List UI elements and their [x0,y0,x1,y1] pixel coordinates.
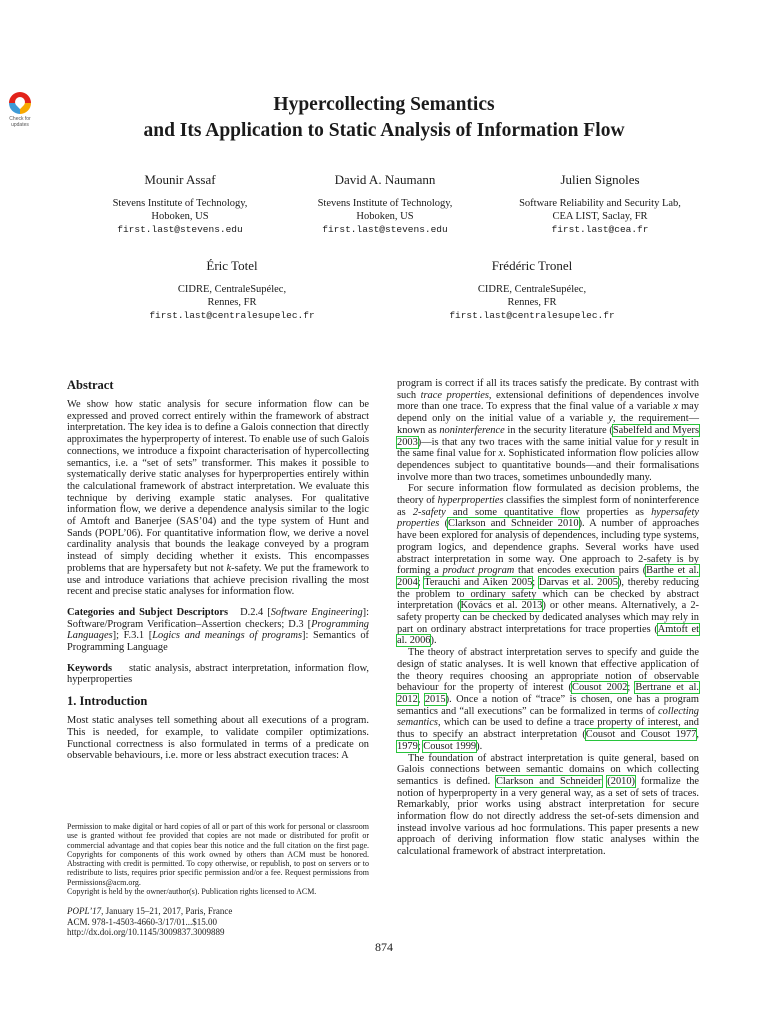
categories: Categories and Subject Descriptors D.2.4 [Software Engineering]: Software/Program Verification–Assertion checkers; D.3 [Programming Languages]; F.3.1 [Logics and meanings of programs]: Semantics of Programming Language [67,606,370,654]
paragraph: program is correct if all its traces satisfy the predicate. By contrast with such trace properties, extensional definitions of dependences involve more than one trace. To express that the final value of a variable x may depend only on the initial value of a variable y, the requirement—known as noninterference in the security literature (Sabelfeld and Myers 2003)—is that any two traces with the same initial value for y result in the same final value for x. Sophisticated information flow policies allow dependences subject to quantitative bounds—and their formalisations involve more than two traces, sometimes unboundedly many. [397,378,700,483]
author-name: Frédéric Tronel [491,258,573,273]
citation-link[interactable]: Barthe et al. 2004 [397,565,699,588]
author-affiliation: CIDRE, CentraleSupélec, [477,284,587,295]
conference-line: POPL’17, January 15–21, 2017, Paris, France [67,906,233,916]
permission-footnote: Permission to make digital or hard copies of all or part of this work for personal or classroom use is granted without fee provided that copies are not made or distributed for profit or commercial advantage and that copies bear this notice and the full citation on the first page. Copyrights for components of this work owned by others than ACM must be honored. Abstracting with credit is permitted. To copy otherwise, or republish, to post on servers or to redistribute to lists, requires prior specific permission and/or a fee. Request permissions from Permissions@acm.org. Copyright is held by the owner/author(s). Publication rights licensed to ACM. [67,822,369,897]
author-email[interactable]: first.last@cea.fr [551,224,649,235]
citation-link[interactable]: Cousot and Cousot 1977 [585,729,697,741]
author-email[interactable]: first.last@centralesupelec.fr [449,310,615,321]
author-affiliation: Hoboken, US [151,211,209,222]
citation-link[interactable]: Sabelfeld and Myers 2003 [397,424,699,448]
paragraph: For secure information flow formulated as decision problems, the theory of hyperproperties classifies the simplest form of noninterference as 2-safety and some quantitative flow properties as hypersafety properties (Clarkson and Schneider 2010). A number of approaches have been explored for analysis of dependences, including type systems, program logics, and dependence graphs. Several works have used abstract interpretation in some way. One approach to 2-safety is by forming a product program that encodes execution pairs (Barthe et al. 2004; Terauchi and Aiken 2005; Darvas et al. 2005), thereby reducing the problem to ordinary safety which can be checked by abstract interpretation (Kovács et al. 2013) or other means. Alternatively, a 2-safety property can be checked by dedicated analyses which may rely in part on ordinary abstract interpretations for trace properties (Amtoft et al. 2006). [397,483,700,647]
citation-link[interactable]: Clarkson and Schneider 2010 [448,518,579,530]
citation-link[interactable]: Clarkson and Schneider [495,775,602,787]
publication-info [67,906,369,938]
doi-link[interactable]: http://dx.doi.org/10.1145/3009837.3009889 [67,927,225,937]
citation-link[interactable]: Amtoft et al. 2006 [397,623,699,647]
author-affiliation: CIDRE, CentraleSupélec, [177,284,287,295]
abstract-heading: Abstract [67,378,114,392]
author-affiliation: Rennes, FR [207,297,257,308]
author-affiliation: Software Reliability and Security Lab, [519,198,681,209]
author-block [490,172,710,237]
author-email[interactable]: first.last@stevens.edu [117,224,243,235]
author-name: Mounir Assaf [144,172,216,187]
citation-link[interactable]: Kovács et al. 2013 [460,600,543,612]
citation-link[interactable]: (2010) [607,775,635,787]
author-block [287,172,483,237]
citation-link[interactable]: Cousot 2002 [572,682,628,694]
badge-text: Check for updates [9,116,31,128]
author-name: Éric Totel [206,258,258,273]
keywords-label: Keywords [67,662,113,674]
abstract-text: We show how static analysis for secure information flow can be expressed and proved correct entirely within the framework of abstract interpretation. The key idea is to define a Galois connection that directly approximates the hyperproperty of interest. To enable use of such Galois connections, we introduce a fixpoint characterisation of hypercollecting semantics, i.e. a “set of sets” transformer. This makes it possible to systematically derive static analyses for hyperproperties entirely within the calculational framework of abstract interpretation. We evaluate this technique by deriving example static analyses. For qualitative information flow, we derive a dependence analysis similar to the logic of Amtoft and Banerjee (SAS’04) and the type system of Hunt and Sands (POPL’06). For quantitative information flow, we derive a novel cardinality analysis that bounds the leakage conveyed by a program instead of simply deciding whether it exists. This encompasses problems that are hypersafety but not k-safety. We put the framework to use and introduce variations that achieve precision rivalling the most recent and precise static analyses for information flow. [67,399,369,598]
citation-link[interactable]: Cousot 1999 [423,740,477,752]
right-column [397,378,699,858]
paragraph: The foundation of abstract interpretation is quite general, based on Galois connections between semantic domains on which collecting semantics is defined. Clarkson and Schneider (2010) formalize the notion of hyperproperty in a very general way, as a set of sets of traces. Remarkably, prior works using abstract interpretation for secure information flow do not directly address the set-of-sets dimension and instead involve various ad hoc formulations. This paper presents a new approach of deriving information flow static analyses within the calculational framework of abstract interpretation. [397,752,700,858]
author-block [432,258,632,323]
paper-title [0,92,768,144]
author-affiliation: CEA LIST, Saclay, FR [552,211,648,222]
citation-link[interactable]: Darvas et al. 2005 [538,576,618,588]
citation-link[interactable]: Terauchi and Aiken 2005 [424,576,533,588]
author-block [82,172,278,237]
page-number: 874 [375,940,393,954]
left-column [67,378,369,762]
isbn-line: ACM. 978-1-4503-4660-3/17/01...$15.00 [67,916,217,927]
citation-link[interactable]: 2015 [424,693,446,705]
title-line-1: Hypercollecting Semantics [273,94,495,115]
author-block [132,258,332,323]
section-heading-introduction: 1. Introduction [67,694,148,709]
keywords: Keywords static analysis, abstract interpretation, information flow, hyperproperties [67,662,369,686]
author-email[interactable]: first.last@stevens.edu [322,224,448,235]
author-affiliation: Rennes, FR [507,297,557,308]
title-line-2: and Its Application to Static Analysis of Information Flow [143,120,625,141]
author-email[interactable]: first.last@centralesupelec.fr [149,310,315,321]
author-name: Julien Signoles [560,172,640,187]
citation-link[interactable]: Bertrane et al. 2012 [397,682,700,705]
intro-paragraph: Most static analyses tell something about all executions of a program. This is needed, for example, to validate compiler optimizations. Functional correctness is also formulated in terms of a predicate on observable behaviours, i.e. more or less abstract execution traces: A [67,715,369,762]
author-name: David A. Naumann [334,172,436,187]
citation-link[interactable]: 1979 [397,740,418,752]
author-affiliation: Stevens Institute of Technology, [112,198,248,209]
author-affiliation: Stevens Institute of Technology, [317,198,453,209]
author-affiliation: Hoboken, US [356,211,414,222]
paragraph: The theory of abstract interpretation serves to specify and guide the design of static analyses. It is well known that effective application of the theory requires choosing an appropriate notion of observable behaviour for the property of interest (Cousot 2002; Bertrane et al. 2012, 2015). Once a notion of “trace” is chosen, one has a program semantics and “all executions” can be formalized in terms of collecting semantics, which can be used to define a trace property of interest, and thus to specify an abstract interpretation (Cousot and Cousot 1977, 1979; Cousot 1999). [397,647,700,752]
categories-label: Categories and Subject Descriptors [67,606,228,618]
